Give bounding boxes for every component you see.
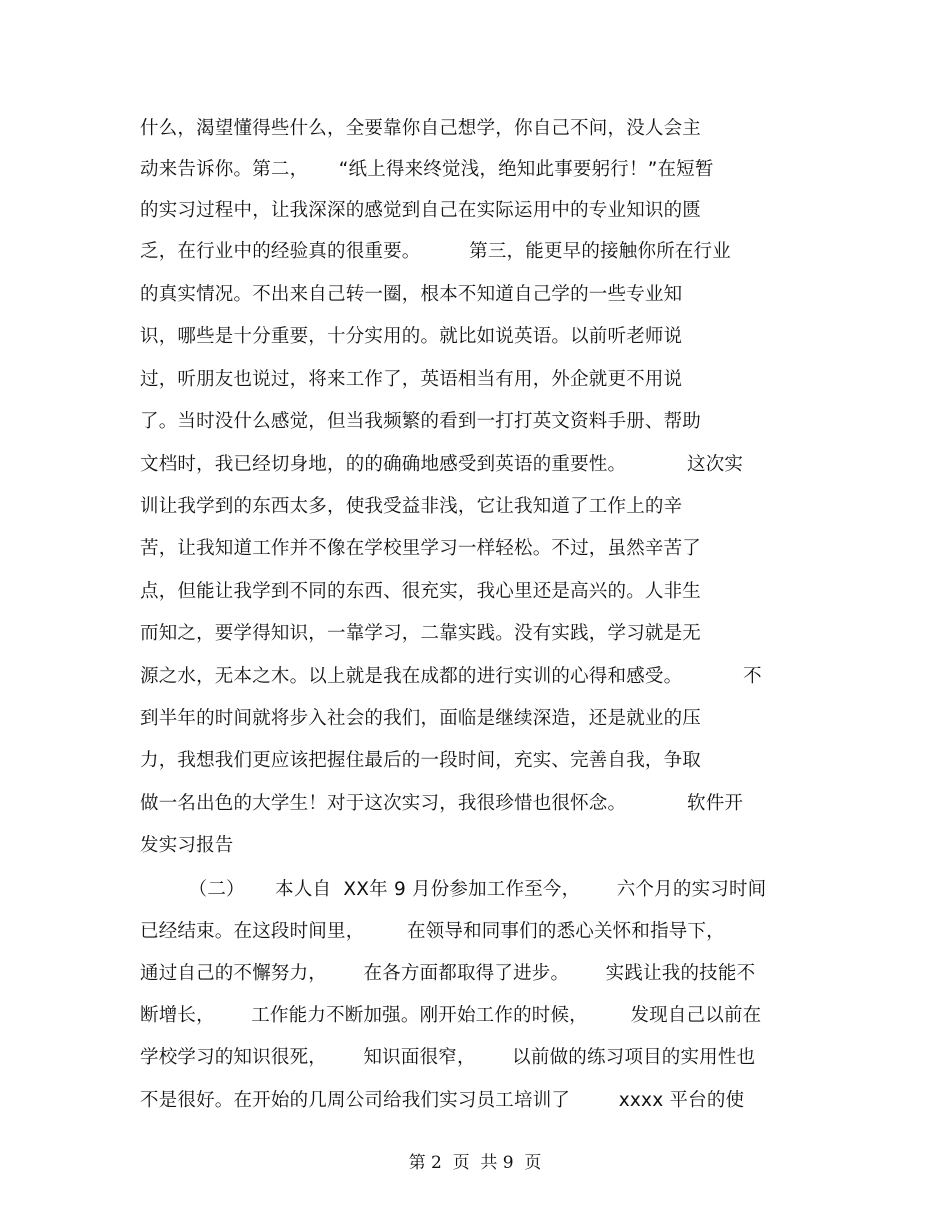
text-line-20: 已经结束。在这段时间里， 在领导和同事们的悉心关怀和指导下， bbox=[140, 921, 725, 942]
text-line-4: 乏，在行业中的经验真的很重要。 第三，能更早的接触你所在行业 bbox=[140, 241, 731, 262]
text-line-23: 学校学习的知识很死， 知识面很窄， 以前做的练习项目的实用性也 bbox=[140, 1047, 756, 1068]
text-line-24: 不是很好。在开始的几周公司给我们实习员工培训了 xxxx 平台的使 bbox=[140, 1090, 745, 1111]
text-line-12: 点，但能让我学到不同的东西、很充实，我心里还是高兴的。人非生 bbox=[140, 581, 702, 602]
text-line-3: 的实习过程中，让我深深的感觉到自己在实际运用中的专业知识的匮 bbox=[140, 200, 702, 221]
text-line-11: 苦，让我知道工作并不像在学校里学习一样轻松。不过，虽然辛苦了 bbox=[140, 538, 702, 559]
text-line-16: 力，我想我们更应该把握住最后的一段时间，充实、完善自我，争取 bbox=[140, 750, 702, 771]
page-number-footer: 第 2 页 共 9 页 bbox=[408, 1153, 542, 1173]
text-line-15: 到半年的时间就将步入社会的我们，面临是继续深造，还是就业的压 bbox=[140, 708, 702, 729]
text-line-2: 动来告诉你。第二， “纸上得来终觉浅，绝知此事要躬行！”在短暂 bbox=[140, 159, 714, 180]
text-line-18: 发实习报告 bbox=[140, 835, 234, 856]
text-line-7: 过，听朋友也说过，将来工作了，英语相当有用，外企就更不用说 bbox=[140, 369, 683, 390]
text-line-17: 做一名出色的大学生！对于这次实习，我很珍惜也很怀念。 软件开 bbox=[140, 793, 744, 814]
text-line-14: 源之水，无本之木。以上就是我在成都的进行实训的心得和感受。 不 bbox=[140, 666, 762, 687]
text-line-21: 通过自己的不懈努力， 在各方面都取得了进步。 实践让我的技能不 bbox=[140, 963, 756, 984]
text-line-9: 文档时，我已经切身地，的的确确地感受到英语的重要性。 这次实 bbox=[140, 454, 744, 475]
text-line-19: （二） 本人自 XX年 9 月份参加工作至今， 六个月的实习时间 bbox=[140, 879, 767, 900]
text-line-1: 什么，渴望懂得些什么，全要靠你自己想学，你自己不问，没人会主 bbox=[140, 118, 702, 139]
text-line-10: 训让我学到的东西太多，使我受益非浅，它让我知道了工作上的辛 bbox=[140, 496, 683, 517]
text-line-13: 而知之，要学得知识，一靠学习，二靠实践。没有实践，学习就是无 bbox=[140, 623, 702, 644]
text-line-8: 了。当时没什么感觉，但当我频繁的看到一打打英文资料手册、帮助 bbox=[140, 411, 702, 432]
text-line-5: 的真实情况。不出来自己转一圈，根本不知道自己学的一些专业知 bbox=[140, 284, 683, 305]
text-line-22: 断增长， 工作能力不断加强。刚开始工作的时候， 发现自己以前在 bbox=[140, 1005, 762, 1026]
text-line-6: 识，哪些是十分重要，十分实用的。就比如说英语。以前听老师说 bbox=[140, 326, 683, 347]
